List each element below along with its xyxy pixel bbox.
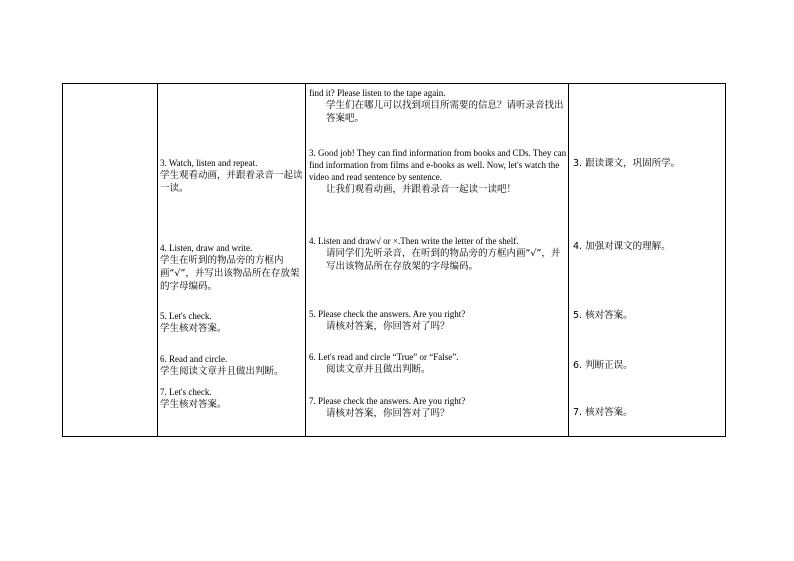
student-step-7-desc: 学生核对答案。 — [160, 399, 227, 410]
student-step-6-title: 6. Read and circle. — [160, 354, 228, 364]
student-step-7-title: 7. Let's check. — [160, 387, 212, 397]
teacher-step-5 — [309, 308, 567, 333]
teacher-step-4-en: 4. Listen and draw√ or ×.Then write the letter of the shelf. — [309, 236, 519, 246]
teacher-step-6-en: 6. Let's read and circle “True” or “False”. — [309, 352, 459, 362]
student-step-6 — [160, 353, 305, 378]
teacher-step-4-zh: 请同学们先听录音，在听到的物品旁的方框内画“√”，并写出该物品所在存放架的字母编码。 — [326, 248, 561, 272]
student-step-5-desc: 学生核对答案。 — [160, 323, 227, 334]
student-step-4-desc: 学生在听到的物品旁的方框内画“√”，并写出该物品所在存放架的字母编码。 — [160, 255, 300, 292]
teacher-step-2-en: find it? Please listen to the tape again. — [309, 88, 446, 98]
teacher-step-2-continued — [309, 87, 567, 125]
teacher-step-5-en: 5. Please check the answers. Are you right? — [309, 309, 466, 319]
teacher-step-3-zh: 让我们观看动画，并跟着录音一起读一读吧！ — [326, 184, 517, 195]
design-intent-cell — [573, 84, 723, 436]
teacher-step-7 — [309, 395, 567, 420]
student-step-4 — [160, 242, 305, 293]
student-step-3 — [160, 157, 305, 195]
teacher-step-3-en: 3. Good job! They can find information from books and CDs. They can find information from films and e-books as well. Now, let's watch the video and read sentence by sentence. — [309, 148, 567, 182]
student-step-3-desc: 学生观看动画，并跟着录音一起读一读。 — [160, 170, 303, 194]
teacher-step-7-zh: 请核对答案，你回答对了吗？ — [326, 408, 450, 419]
intent-step-5: 5. 核对答案。 — [573, 310, 633, 321]
teacher-instruction-cell — [309, 84, 567, 436]
student-step-5 — [160, 310, 305, 335]
teacher-step-7-en: 7. Please check the answers. Are you right? — [309, 396, 466, 406]
intent-step-4: 4. 加强对课文的理解。 — [573, 241, 671, 252]
column-divider-3 — [568, 84, 569, 436]
intent-step-3: 3. 跟读课文，巩固所学。 — [573, 158, 681, 169]
intent-step-6: 6. 判断正误。 — [573, 360, 633, 371]
column-divider-1 — [157, 84, 158, 436]
teacher-step-3 — [309, 147, 567, 196]
teacher-step-4 — [309, 235, 567, 273]
blank-column-cell — [63, 84, 157, 436]
intent-step-7: 7. 核对答案。 — [573, 407, 633, 418]
teacher-step-2-zh: 学生们在哪儿可以找到项目所需要的信息？请听录音找出答案吧。 — [326, 100, 564, 124]
student-step-7 — [160, 386, 305, 411]
teacher-step-6 — [309, 351, 567, 376]
student-step-5-title: 5. Let's check. — [160, 311, 212, 321]
student-step-6-desc: 学生阅读文章并且做出判断。 — [160, 366, 284, 377]
teacher-step-6-zh: 阅读文章并且做出判断。 — [326, 364, 431, 375]
lesson-plan-table — [62, 83, 726, 437]
column-divider-2 — [305, 84, 306, 436]
student-step-3-title: 3. Watch, listen and repeat. — [160, 158, 258, 168]
student-activity-cell — [160, 84, 305, 436]
student-step-4-title: 4. Listen, draw and write. — [160, 243, 253, 253]
teacher-step-5-zh: 请核对答案，你回答对了吗？ — [326, 321, 450, 332]
